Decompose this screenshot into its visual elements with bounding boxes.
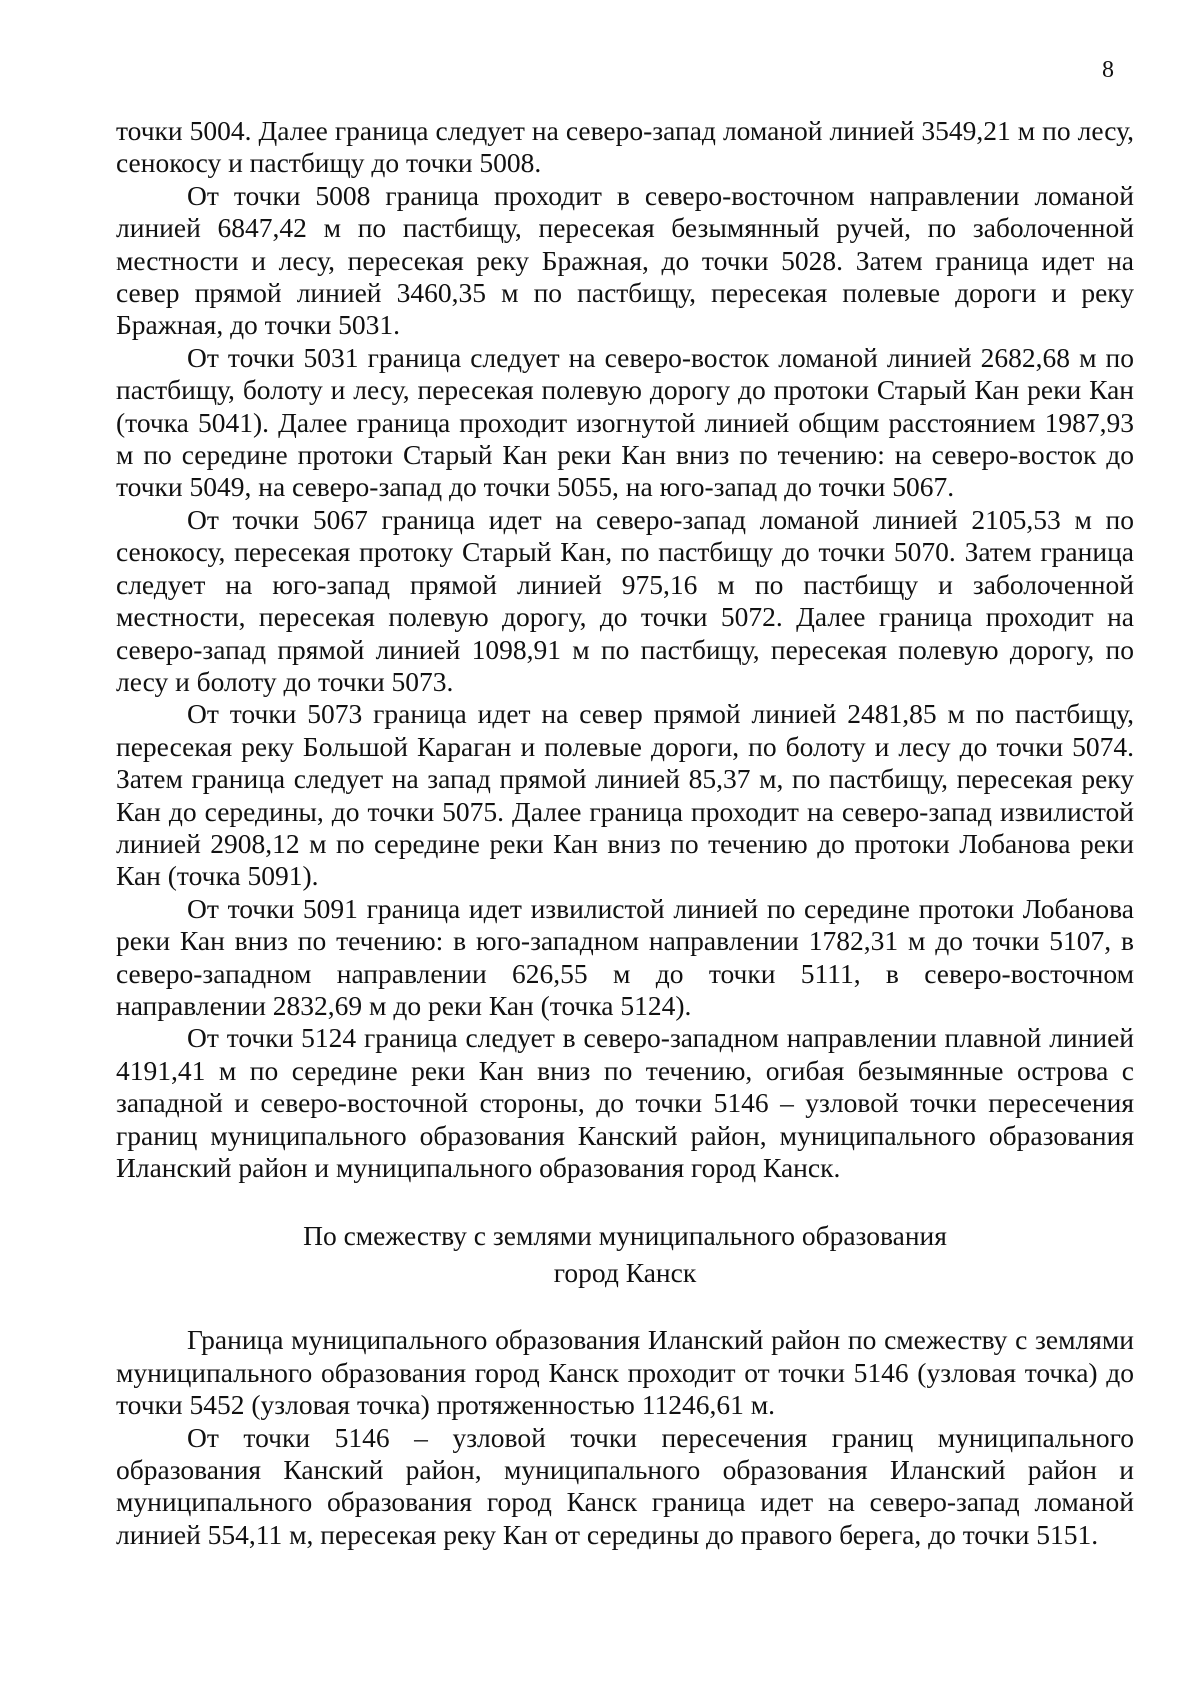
paragraph: От точки 5124 граница следует в северо-западном направлении плавной линией 4191,41 м по середине реки Кан вниз по течению, огибая безымянные острова с западной и северо-восточной стороны, до точки 5146 – узловой точки пересечения границ муниципального образования Канский район, муниципального образования Иланский район и муниципального образования город Канск.: [116, 1022, 1134, 1183]
paragraph: От точки 5067 граница идет на северо-запад ломаной линией 2105,53 м по сенокосу, пересекая протоку Старый Кан, по пастбищу до точки 5070. Затем граница следует на юго-запад прямой линией 975,16 м по пастбищу и заболоченной местности, пересекая полевую дорогу, до точки 5072. Далее граница проходит на северо-запад прямой линией 1098,91 м по пастбищу, пересекая полевую дорогу, по лесу и болоту до точки 5073.: [116, 503, 1134, 697]
document-body: [116, 115, 1134, 1551]
paragraph: От точки 5091 граница идет извилистой линией по середине протоки Лобанова реки Кан вниз по течению: в юго-западном направлении 1782,31 м до точки 5107, в северо-западном направлении 626,55 м до точки 5111, в северо-восточном направлении 2832,69 м до реки Кан (точка 5124).: [116, 892, 1134, 1021]
paragraph: От точки 5073 граница идет на север прямой линией 2481,85 м по пастбищу, пересекая реку Большой Караган и полевые дороги, по болоту и лесу до точки 5074. Затем граница следует на запад прямой линией 85,37 м, по пастбищу, пересекая реку Кан до середины, до точки 5075. Далее граница проходит на северо-запад извилистой линией 2908,12 м по середине реки Кан вниз по течению до протоки Лобанова реки Кан (точка 5091).: [116, 698, 1134, 892]
page-number: 8: [1102, 57, 1114, 83]
paragraph: От точки 5031 граница следует на северо-восток ломаной линией 2682,68 м по пастбищу, болоту и лесу, пересекая полевую дорогу до протоки Старый Кан реки Кан (точка 5041). Далее граница проходит изогнутой линией общим расстоянием 1987,93 м по середине протоки Старый Кан реки Кан вниз по течению: на северо-восток до точки 5049, на северо-запад до точки 5055, на юго-запад до точки 5067.: [116, 341, 1134, 503]
paragraph: От точки 5146 – узловой точки пересечения границ муниципального образования Канский район, муниципального образования Иланский район и муниципального образования город Канск граница идет на северо-запад ломаной линией 554,11 м, пересекая реку Кан от середины до правого берега, до точки 5151.: [116, 1421, 1134, 1550]
paragraph: От точки 5008 граница проходит в северо-восточном направлении ломаной линией 6847,42 м по пастбищу, пересекая безымянный ручей, по заболоченной местности и лесу, пересекая реку Бражная, до точки 5028. Затем граница идет на север прямой линией 3460,35 м по пастбищу, пересекая полевые дороги и реку Бражная, до точки 5031.: [116, 179, 1134, 341]
section-heading-line-1: По смежеству с землями муниципального образования: [303, 1220, 947, 1252]
section-heading: [116, 1217, 1134, 1291]
paragraph: Граница муниципального образования Иланский район по смежеству с землями муниципального образования город Канск проходит от точки 5146 (узловая точка) до точки 5452 (узловая точка) протяженностью 11246,61 м.: [116, 1324, 1134, 1421]
paragraph-continuation: точки 5004. Далее граница следует на северо-запад ломаной линией 3549,21 м по лесу, сенокосу и пастбищу до точки 5008.: [116, 115, 1134, 179]
section-heading-line-2: город Канск: [553, 1257, 697, 1289]
